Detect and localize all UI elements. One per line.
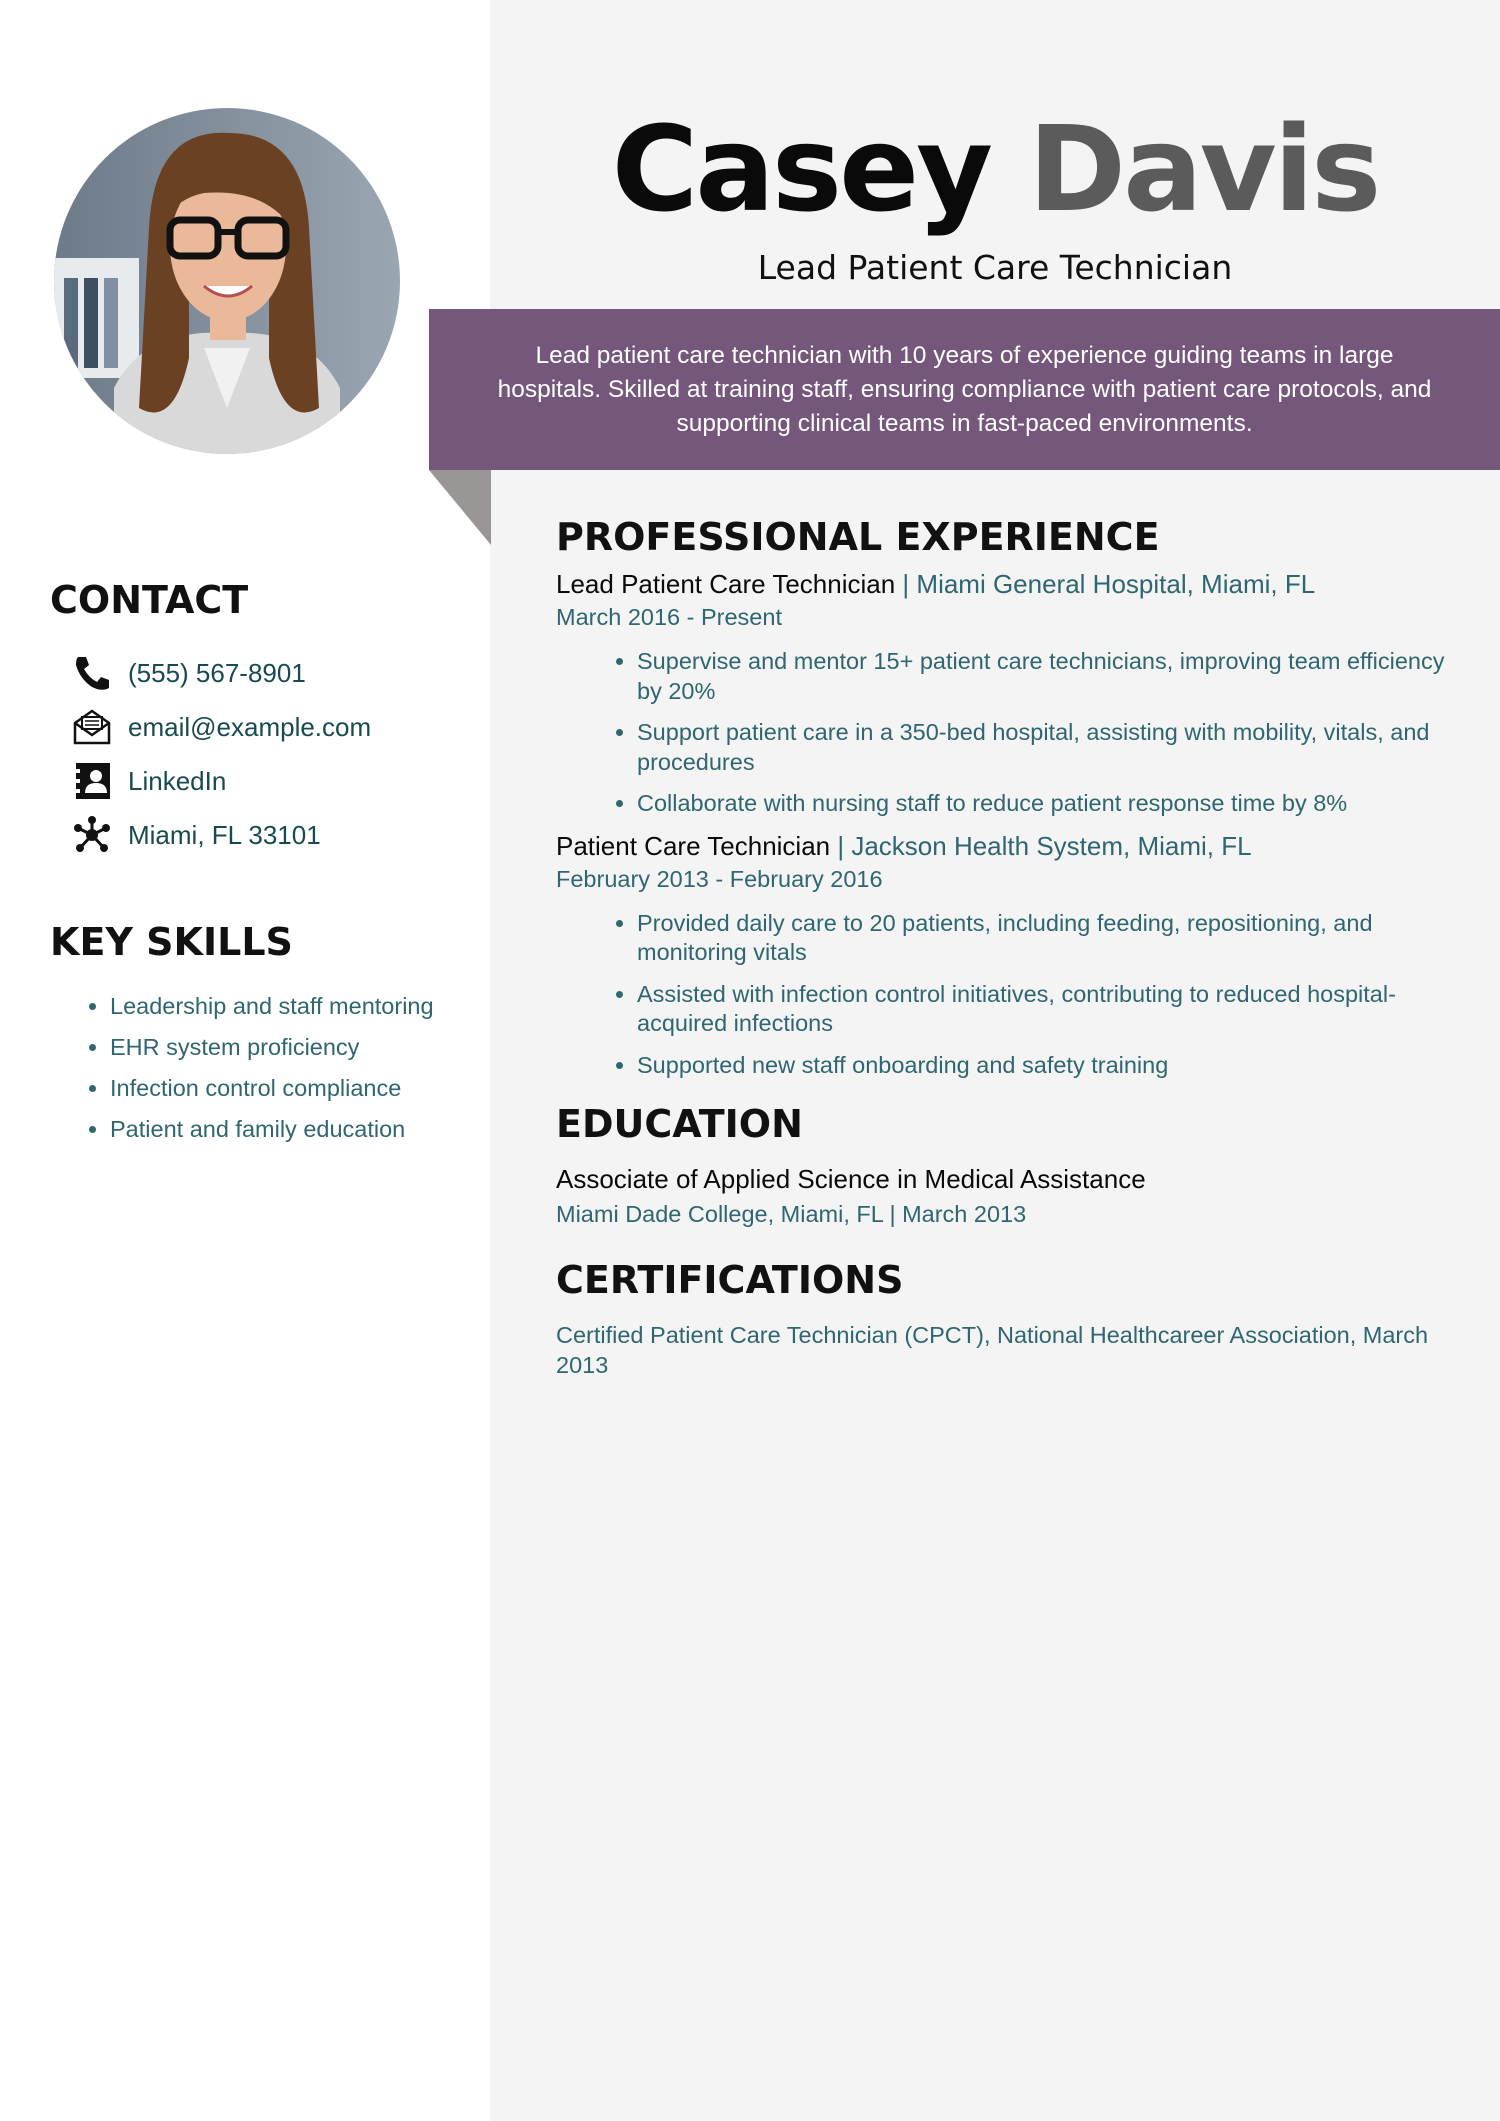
education-title: EDUCATION bbox=[556, 1102, 803, 1146]
job-org: | Miami General Hospital, Miami, FL bbox=[895, 569, 1316, 599]
linkedin-text: LinkedIn bbox=[128, 765, 227, 796]
certification-text: Certified Patient Care Technician (CPCT), National Healthcareer Association, March 2013 bbox=[556, 1322, 1429, 1378]
job-role: Lead Patient Care Technician bbox=[556, 569, 896, 599]
profile-photo bbox=[54, 108, 400, 454]
skills-section bbox=[50, 920, 480, 1150]
skill-item: • Leadership and staff mentoring bbox=[110, 986, 480, 1027]
job-title: Lead Patient Care Technician bbox=[757, 248, 1233, 287]
job-dates: March 2016 - Present bbox=[556, 604, 782, 630]
phone-icon bbox=[70, 651, 114, 695]
summary-text: Lead patient care technician with 10 years of experience guiding teams in large hospitals. Skilled at training staff, ensuring compliance with patient care protocols, and supporting clinical teams in fast-paced environments. bbox=[497, 341, 1432, 437]
first-name: Casey bbox=[611, 100, 991, 238]
certifications-title: CERTIFICATIONS bbox=[556, 1258, 904, 1302]
job-entry bbox=[556, 831, 1456, 1081]
job-bullet: • Assisted with infection control initiatives, contributing to reduced hospital-acquired infections bbox=[637, 980, 1456, 1039]
phone-text: (555) 567-8901 bbox=[128, 657, 306, 688]
job-org: | Jackson Health System, Miami, FL bbox=[830, 830, 1252, 861]
job-dates: February 2013 - February 2016 bbox=[556, 865, 883, 892]
candidate-name bbox=[490, 100, 1500, 238]
job-header bbox=[556, 569, 1456, 600]
experience-title: PROFESSIONAL EXPERIENCE bbox=[556, 515, 1160, 559]
main-content bbox=[556, 515, 1456, 1380]
summary-band bbox=[429, 309, 1500, 470]
location-text: Miami, FL 33101 bbox=[128, 819, 321, 850]
job-bullet: • Provided daily care to 20 patients, including feeding, repositioning, and monitoring vitals bbox=[637, 909, 1456, 968]
contact-section bbox=[50, 578, 470, 862]
email-icon bbox=[70, 705, 114, 749]
contact-phone[interactable] bbox=[50, 646, 470, 700]
skill-item: • Patient and family education bbox=[110, 1109, 480, 1150]
contact-location[interactable] bbox=[50, 808, 470, 862]
email-text: email@example.com bbox=[128, 711, 372, 742]
job-bullet: • Support patient care in a 350-bed hospital, assisting with mobility, vitals, and procedures bbox=[637, 718, 1456, 777]
job-header bbox=[556, 831, 1456, 862]
location-icon bbox=[70, 813, 114, 857]
skill-item: • Infection control compliance bbox=[110, 1068, 480, 1109]
skill-item: • EHR system proficiency bbox=[110, 1027, 480, 1068]
job-bullets bbox=[556, 909, 1456, 1081]
skills-title: KEY SKILLS bbox=[50, 920, 293, 964]
linkedin-icon bbox=[70, 759, 114, 803]
education-degree: Associate of Applied Science in Medical Assistance bbox=[556, 1164, 1146, 1194]
contact-email[interactable] bbox=[50, 700, 470, 754]
job-bullet: • Supported new staff onboarding and safety training bbox=[637, 1051, 1456, 1081]
job-bullet: • Collaborate with nursing staff to reduce patient response time by 8% bbox=[637, 789, 1456, 819]
job-role: Patient Care Technician bbox=[556, 830, 831, 861]
contact-linkedin[interactable] bbox=[50, 754, 470, 808]
skills-list bbox=[50, 986, 480, 1150]
job-bullets bbox=[556, 647, 1456, 819]
contact-title: CONTACT bbox=[50, 578, 249, 622]
job-bullet: • Supervise and mentor 15+ patient care technicians, improving team efficiency by 20% bbox=[637, 647, 1456, 706]
job-entry bbox=[556, 569, 1456, 819]
ribbon-fold bbox=[429, 470, 491, 545]
education-school: Miami Dade College, Miami, FL | March 2013 bbox=[556, 1201, 1027, 1227]
last-name: Davis bbox=[1028, 100, 1379, 238]
